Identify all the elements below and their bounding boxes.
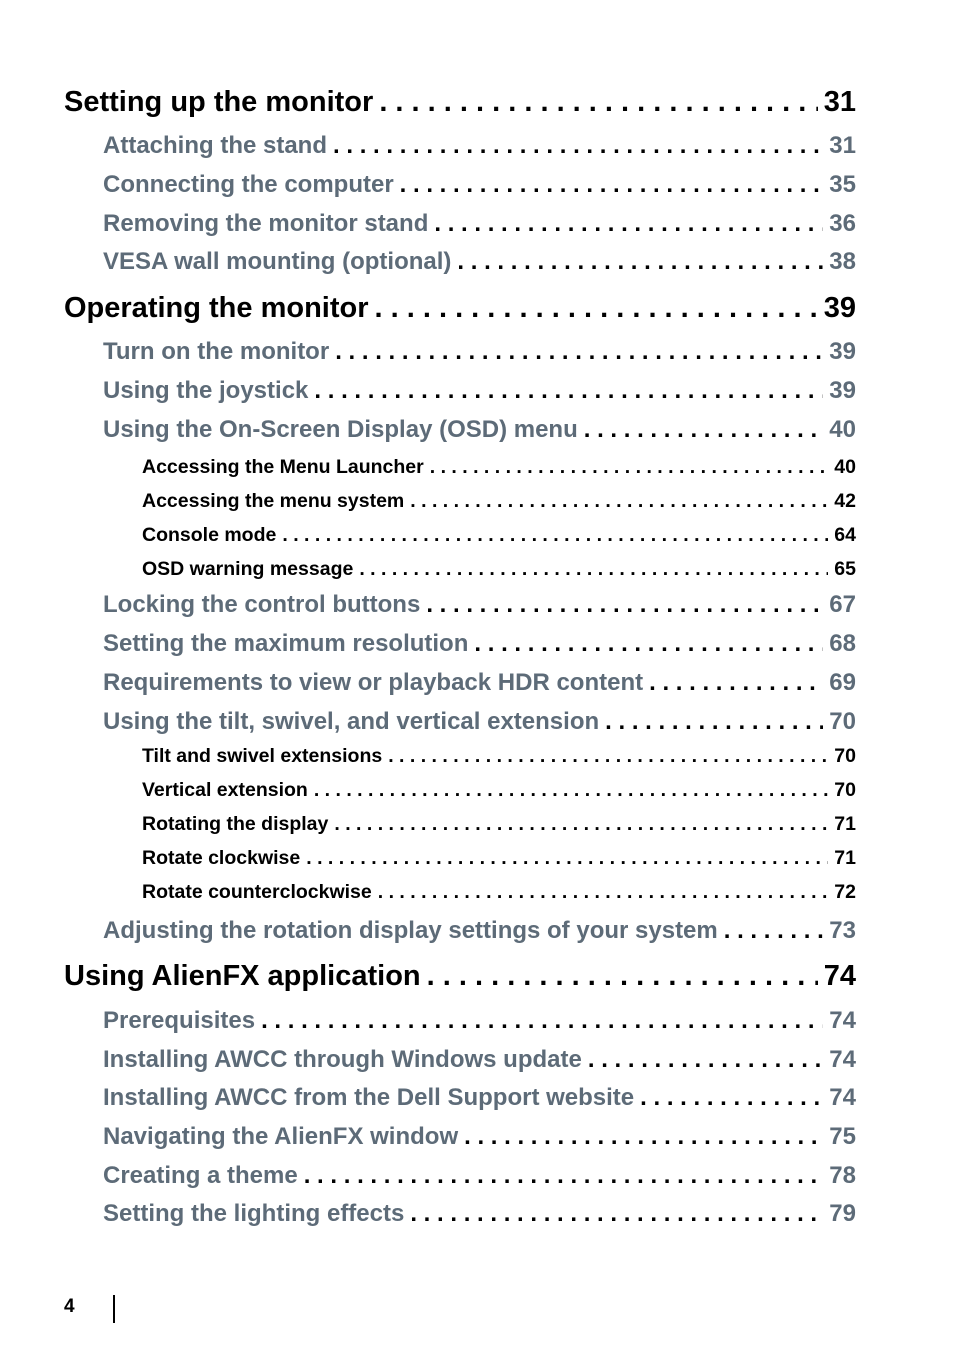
toc-entry-page: 31: [829, 132, 856, 159]
toc-entry[interactable]: [103, 1123, 856, 1157]
toc-entry-page: 71: [834, 847, 856, 869]
toc-entry[interactable]: [103, 669, 856, 703]
toc-entry-page: 73: [829, 917, 856, 944]
toc-entry-title: Installing AWCC through Windows update: [103, 1046, 582, 1073]
dot-leader: [333, 132, 823, 160]
toc-entry-title: Setting the maximum resolution: [103, 630, 469, 657]
dot-leader: [359, 558, 828, 581]
toc-entry[interactable]: [103, 1084, 856, 1118]
toc-entry-title: Accessing the menu system: [142, 490, 405, 512]
toc-entry[interactable]: [64, 292, 856, 332]
toc-entry-title: Turn on the monitor: [103, 338, 330, 365]
toc-entry[interactable]: [103, 1046, 856, 1080]
toc-entry-page: 69: [829, 669, 856, 696]
dot-leader: [584, 416, 824, 444]
toc-entry-title: Installing AWCC from the Dell Support website: [103, 1084, 635, 1111]
toc-entry[interactable]: [64, 960, 856, 1000]
dot-leader: [282, 524, 828, 547]
dot-leader: [640, 1084, 823, 1112]
toc-entry[interactable]: [142, 779, 856, 807]
toc-entry-page: 70: [829, 708, 856, 735]
dot-leader: [379, 86, 817, 119]
toc-entry-title: Requirements to view or playback HDR content: [103, 669, 644, 696]
toc-entry-title: Locking the control buttons: [103, 591, 421, 618]
dot-leader: [388, 745, 828, 768]
toc-entry-page: 74: [823, 960, 856, 992]
toc-entry-title: Rotate counterclockwise: [142, 881, 372, 903]
dot-leader: [457, 248, 823, 276]
toc-entry-page: 39: [829, 338, 856, 365]
toc-entry[interactable]: [103, 248, 856, 282]
dot-leader: [375, 292, 818, 325]
toc-entry-title: Accessing the Menu Launcher: [142, 456, 424, 478]
dot-leader: [474, 630, 823, 658]
toc-entry-title: Navigating the AlienFX window: [103, 1123, 459, 1150]
footer-divider: [113, 1295, 115, 1323]
dot-leader: [261, 1007, 823, 1035]
toc-entry-page: 38: [829, 248, 856, 275]
toc-entry-title: Using the tilt, swivel, and vertical extension: [103, 708, 600, 735]
toc-entry-title: Connecting the computer: [103, 171, 394, 198]
toc-entry-title: Using AlienFX application: [64, 960, 421, 992]
toc-entry-page: 68: [829, 630, 856, 657]
toc-entry-title: Attaching the stand: [103, 132, 328, 159]
dot-leader: [649, 669, 823, 697]
dot-leader: [434, 210, 823, 238]
toc-entry-page: 72: [834, 881, 856, 903]
toc-entry[interactable]: [103, 1162, 856, 1196]
toc-entry-page: 39: [823, 292, 856, 324]
toc-entry-title: Setting up the monitor: [64, 86, 374, 118]
toc-entry-title: Rotating the display: [142, 813, 329, 835]
toc-entry[interactable]: [142, 524, 856, 552]
dot-leader: [306, 847, 828, 870]
toc-entry-page: 36: [829, 210, 856, 237]
toc-entry-title: OSD warning message: [142, 558, 354, 580]
toc-entry-title: Rotate clockwise: [142, 847, 301, 869]
toc-entry-page: 74: [829, 1007, 856, 1034]
toc-entry[interactable]: [103, 210, 856, 244]
toc-entry-page: 64: [834, 524, 856, 546]
dot-leader: [427, 960, 818, 993]
toc-entry-title: Creating a theme: [103, 1162, 298, 1189]
toc-entry[interactable]: [103, 917, 856, 951]
toc-entry-title: Prerequisites: [103, 1007, 256, 1034]
toc-entry[interactable]: [64, 86, 856, 126]
toc-entry-page: 74: [829, 1046, 856, 1073]
dot-leader: [335, 338, 823, 366]
toc-entry[interactable]: [103, 630, 856, 664]
dot-leader: [334, 813, 828, 836]
toc-entry-title: Using the joystick: [103, 377, 309, 404]
toc-entry[interactable]: [103, 591, 856, 625]
page-number: 4: [64, 1296, 75, 1317]
toc-entry[interactable]: [142, 881, 856, 909]
toc-entry-page: 70: [834, 779, 856, 801]
toc-entry[interactable]: [142, 490, 856, 518]
toc-entry-page: 75: [829, 1123, 856, 1150]
toc-entry[interactable]: [103, 338, 856, 372]
toc-entry[interactable]: [103, 1200, 856, 1234]
toc-entry[interactable]: [103, 1007, 856, 1041]
toc-entry-title: VESA wall mounting (optional): [103, 248, 452, 275]
toc-entry[interactable]: [142, 456, 856, 484]
toc-entry[interactable]: [142, 558, 856, 586]
dot-leader: [430, 456, 829, 479]
toc-entry-page: 39: [829, 377, 856, 404]
toc-entry-page: 40: [834, 456, 856, 478]
toc-entry-page: 42: [834, 490, 856, 512]
toc-entry[interactable]: [142, 813, 856, 841]
toc-entry-page: 79: [829, 1200, 856, 1227]
toc-entry-page: 65: [834, 558, 856, 580]
toc-entry-page: 70: [834, 745, 856, 767]
toc-entry[interactable]: [142, 847, 856, 875]
toc-entry-title: Operating the monitor: [64, 292, 369, 324]
dot-leader: [410, 1200, 823, 1228]
dot-leader: [410, 490, 828, 513]
toc-entry-title: Console mode: [142, 524, 277, 546]
toc-entry-title: Adjusting the rotation display settings of your system: [103, 917, 718, 944]
toc-entry-page: 31: [823, 86, 856, 118]
dot-leader: [314, 377, 823, 405]
toc-entry-title: Tilt and swivel extensions: [142, 745, 383, 767]
dot-leader: [314, 779, 828, 802]
dot-leader: [724, 917, 824, 945]
dot-leader: [464, 1123, 823, 1151]
toc-entry-page: 78: [829, 1162, 856, 1189]
toc-entry[interactable]: [103, 132, 856, 166]
dot-leader: [378, 881, 829, 904]
toc-entry[interactable]: [103, 171, 856, 205]
toc-entry[interactable]: [103, 416, 856, 450]
dot-leader: [588, 1046, 823, 1074]
toc-entry-title: Removing the monitor stand: [103, 210, 429, 237]
dot-leader: [304, 1162, 824, 1190]
toc-entry-page: 67: [829, 591, 856, 618]
dot-leader: [400, 171, 824, 199]
dot-leader: [426, 591, 823, 619]
toc-entry-title: Vertical extension: [142, 779, 308, 801]
toc-entry[interactable]: [103, 708, 856, 742]
dot-leader: [605, 708, 823, 736]
toc-entry-title: Using the On-Screen Display (OSD) menu: [103, 416, 578, 443]
toc-entry-page: 74: [829, 1084, 856, 1111]
toc-entry[interactable]: [142, 745, 856, 773]
toc-entry[interactable]: [103, 377, 856, 411]
toc-entry-page: 35: [829, 171, 856, 198]
toc-entry-title: Setting the lighting effects: [103, 1200, 405, 1227]
toc-entry-page: 40: [829, 416, 856, 443]
toc-entry-page: 71: [834, 813, 856, 835]
